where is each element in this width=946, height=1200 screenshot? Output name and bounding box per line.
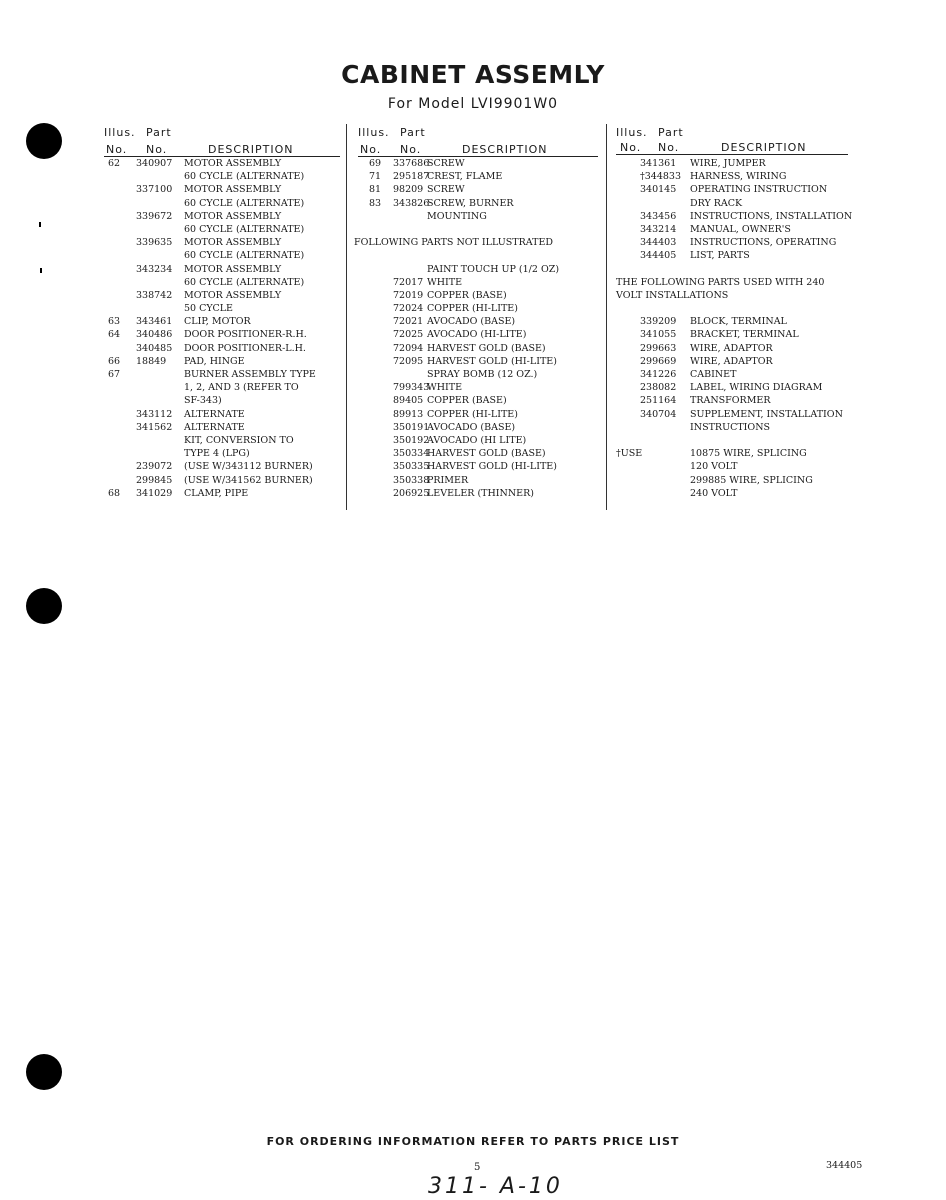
- description-cell: SUPPLEMENT, INSTALLATION: [690, 408, 843, 420]
- header-description: DESCRIPTION: [208, 143, 294, 156]
- column-header: [358, 124, 598, 157]
- table-row: [104, 315, 340, 328]
- margin-mark-2: [40, 268, 42, 273]
- table-row: [358, 210, 598, 223]
- table-row: [616, 315, 866, 328]
- illus-number-cell: 69: [369, 158, 382, 169]
- description-cell: SCREW, BURNER: [427, 197, 514, 209]
- table-row: [104, 302, 340, 315]
- table-row: [104, 223, 340, 236]
- part-number-cell: 72024: [393, 303, 424, 315]
- part-number-cell: 299845: [136, 474, 173, 486]
- description-cell: MOTOR ASSEMBLY: [184, 184, 282, 196]
- part-number-cell: 341226: [640, 369, 677, 380]
- description-cell: 60 CYCLE (ALTERNATE): [184, 197, 305, 209]
- binder-hole-3: [26, 1054, 62, 1090]
- part-number-cell: 238082: [640, 382, 677, 394]
- table-row: [358, 223, 598, 236]
- description-cell: PAINT TOUCH UP (1/2 OZ): [427, 263, 560, 275]
- part-number-cell: 72019: [393, 289, 424, 301]
- description-cell: MANUAL, OWNER'S: [690, 223, 791, 235]
- description-cell: CREST, FLAME: [427, 171, 503, 183]
- description-cell: KIT, CONVERSION TO: [184, 434, 294, 446]
- description-cell: HARVEST GOLD (BASE): [427, 342, 546, 354]
- description-cell: BURNER ASSEMBLY TYPE: [184, 369, 316, 380]
- table-row: [104, 474, 340, 487]
- section-note: FOLLOWING PARTS NOT ILLUSTRATED: [354, 237, 553, 249]
- illus-number-cell: 71: [369, 171, 382, 183]
- table-row: [616, 170, 866, 183]
- table-row: [616, 223, 866, 236]
- part-number-cell: 350334: [393, 448, 430, 460]
- description-cell: WHITE: [427, 276, 463, 288]
- description-cell: 10875 WIRE, SPLICING: [690, 448, 807, 460]
- table-row: [358, 381, 598, 394]
- part-number-cell: 341029: [136, 487, 173, 499]
- part-number-cell: 299669: [640, 355, 677, 367]
- description-cell: HARVEST GOLD (HI-LITE): [427, 461, 557, 473]
- part-number-cell: 72017: [393, 276, 424, 288]
- illus-number-cell: 81: [369, 184, 382, 196]
- illus-number-cell: 66: [108, 355, 121, 367]
- section-note: VOLT INSTALLATIONS: [616, 289, 729, 301]
- illus-number-cell: 64: [108, 329, 121, 341]
- table-row: [358, 342, 598, 355]
- table-row: [104, 236, 340, 249]
- handwritten-note: 311- A-10: [428, 1174, 563, 1199]
- part-number-cell: 251164: [640, 395, 677, 407]
- part-number-cell: 89405: [393, 395, 424, 407]
- table-row: [358, 368, 598, 381]
- description-cell: SCREW: [427, 158, 465, 169]
- description-cell: SPRAY BOMB (12 OZ.): [427, 369, 538, 380]
- part-number-cell: 299663: [640, 342, 677, 354]
- description-cell: COPPER (BASE): [427, 289, 507, 301]
- part-number-cell: 206925: [393, 487, 430, 499]
- illus-number-cell: 67: [108, 369, 121, 380]
- header-no-part: No.: [146, 143, 168, 156]
- illus-number-cell: †USE: [616, 448, 643, 460]
- rows: [354, 157, 598, 500]
- table-row: [616, 368, 866, 381]
- part-number-cell: 344405: [640, 250, 677, 262]
- description-cell: 60 CYCLE (ALTERNATE): [184, 171, 305, 183]
- table-row: [616, 381, 866, 394]
- table-row: [358, 315, 598, 328]
- table-row: [358, 183, 598, 196]
- header-description: DESCRIPTION: [462, 143, 548, 156]
- table-row: [358, 170, 598, 183]
- description-cell: AVOCADO (BASE): [427, 316, 516, 328]
- column-divider-1: [346, 124, 347, 510]
- description-cell: PRIMER: [427, 474, 469, 486]
- description-cell: HARVEST GOLD (BASE): [427, 448, 546, 460]
- table-row: [104, 197, 340, 210]
- description-cell: AVOCADO (BASE): [427, 421, 516, 433]
- header-illus: Illus.: [616, 126, 648, 139]
- binder-hole-2: [26, 588, 62, 624]
- part-number-cell: 338742: [136, 289, 173, 301]
- table-row: [616, 434, 866, 447]
- table-row: [358, 474, 598, 487]
- part-number-cell: 295187: [393, 171, 430, 183]
- table-row: [358, 355, 598, 368]
- header-no-illus: No.: [106, 143, 128, 156]
- table-row: [358, 421, 598, 434]
- part-number-cell: 799343: [393, 382, 430, 394]
- description-cell: LIST, PARTS: [690, 250, 750, 262]
- table-row: [104, 276, 340, 289]
- part-number-cell: 350338: [393, 474, 430, 486]
- table-row: [616, 474, 866, 487]
- description-cell: SCREW: [427, 184, 465, 196]
- header-illus: Illus.: [104, 126, 136, 139]
- header-part: Part: [146, 126, 172, 139]
- header-illus: Illus.: [358, 126, 390, 139]
- description-cell: (USE W/341562 BURNER): [184, 474, 313, 486]
- description-cell: 299885 WIRE, SPLICING: [690, 474, 813, 486]
- table-row: [358, 276, 598, 289]
- table-row: [358, 447, 598, 460]
- column-header: [616, 124, 866, 157]
- description-cell: 60 CYCLE (ALTERNATE): [184, 276, 305, 288]
- header-part: Part: [658, 126, 684, 139]
- part-number-cell: 340145: [640, 184, 677, 196]
- description-cell: INSTRUCTIONS: [690, 421, 771, 433]
- illus-number-cell: 68: [108, 487, 121, 499]
- description-cell: WIRE, ADAPTOR: [690, 355, 773, 367]
- part-number-cell: 340485: [136, 342, 173, 354]
- table-row: [616, 236, 866, 249]
- table-row: [104, 328, 340, 341]
- table-row: [358, 434, 598, 447]
- table-row: [104, 368, 340, 381]
- table-row: [104, 434, 340, 447]
- table-row: [616, 183, 866, 196]
- description-cell: 60 CYCLE (ALTERNATE): [184, 250, 305, 262]
- part-number-cell: 340907: [136, 158, 173, 169]
- section-note: THE FOLLOWING PARTS USED WITH 240: [616, 276, 825, 288]
- description-cell: HARNESS, WIRING: [690, 171, 787, 183]
- table-row: [104, 157, 340, 170]
- illus-number-cell: 83: [369, 197, 382, 209]
- part-number-cell: 72021: [393, 316, 424, 328]
- part-number-cell: 337100: [136, 184, 173, 196]
- table-row: [616, 276, 866, 289]
- header-no-illus: No.: [360, 143, 382, 156]
- description-cell: COPPER (BASE): [427, 395, 507, 407]
- description-cell: COPPER (HI-LITE): [427, 303, 518, 315]
- description-cell: LABEL, WIRING DIAGRAM: [690, 382, 823, 394]
- header-rule: [616, 154, 848, 155]
- rows: [616, 157, 866, 500]
- header-description: DESCRIPTION: [721, 141, 807, 154]
- part-number-cell: 343234: [136, 263, 173, 275]
- binder-hole-1: [26, 123, 62, 159]
- table-row: [104, 421, 340, 434]
- table-row: [104, 249, 340, 262]
- description-cell: AVOCADO (HI LITE): [427, 434, 527, 446]
- table-row: [104, 460, 340, 473]
- description-cell: MOTOR ASSEMBLY: [184, 289, 282, 301]
- description-cell: HARVEST GOLD (HI-LITE): [427, 355, 557, 367]
- table-row: [358, 460, 598, 473]
- parts-column-2: [354, 124, 598, 500]
- table-row: [616, 302, 866, 315]
- part-number-cell: 343214: [640, 223, 677, 235]
- description-cell: WIRE, JUMPER: [690, 158, 766, 169]
- description-cell: INSTRUCTIONS, INSTALLATION: [690, 210, 853, 222]
- table-row: [104, 447, 340, 460]
- part-number-cell: 350191: [393, 421, 430, 433]
- description-cell: MOTOR ASSEMBLY: [184, 210, 282, 222]
- description-cell: DOOR POSITIONER-R.H.: [184, 329, 307, 341]
- part-number-cell: 343461: [136, 316, 173, 328]
- table-row: [104, 355, 340, 368]
- part-number-cell: 343112: [136, 408, 173, 420]
- table-row: [358, 328, 598, 341]
- description-cell: LEVELER (THINNER): [427, 487, 534, 499]
- description-cell: COPPER (HI-LITE): [427, 408, 518, 420]
- header-no-illus: No.: [620, 141, 642, 154]
- description-cell: ALTERNATE: [184, 421, 245, 433]
- header-part: Part: [400, 126, 426, 139]
- table-row: [616, 328, 866, 341]
- description-cell: DOOR POSITIONER-L.H.: [184, 342, 306, 354]
- illus-number-cell: 63: [108, 316, 121, 328]
- table-row: [104, 170, 340, 183]
- description-cell: 60 CYCLE (ALTERNATE): [184, 223, 305, 235]
- table-row: [104, 263, 340, 276]
- description-cell: ALTERNATE: [184, 408, 245, 420]
- table-row: [358, 263, 598, 276]
- table-row: [358, 302, 598, 315]
- part-number-cell: 72095: [393, 355, 424, 367]
- part-number-cell: 239072: [136, 461, 173, 473]
- table-row: [616, 394, 866, 407]
- part-number-cell: 350335: [393, 461, 430, 473]
- description-cell: MOTOR ASSEMBLY: [184, 158, 282, 169]
- margin-mark-1: [39, 222, 41, 227]
- table-row: [616, 447, 866, 460]
- part-number-cell: 89913: [393, 408, 424, 420]
- part-number-cell: 337686: [393, 158, 430, 169]
- part-number-cell: 340704: [640, 408, 677, 420]
- table-row: [616, 487, 866, 500]
- part-number-cell: 341361: [640, 158, 677, 169]
- part-number-cell: 341562: [136, 421, 173, 433]
- rows: [104, 157, 340, 500]
- table-row: [104, 381, 340, 394]
- description-cell: BRACKET, TERMINAL: [690, 329, 799, 341]
- page-subtitle: For Model LVI9901W0: [387, 96, 559, 112]
- table-row: [616, 157, 866, 170]
- description-cell: (USE W/343112 BURNER): [184, 461, 313, 473]
- column-header: [104, 124, 340, 157]
- description-cell: TYPE 4 (LPG): [184, 448, 250, 460]
- description-cell: OPERATING INSTRUCTION: [690, 184, 828, 196]
- description-cell: BLOCK, TERMINAL: [690, 316, 787, 328]
- part-number-cell: 340486: [136, 329, 173, 341]
- table-row: [358, 289, 598, 302]
- table-row: [104, 487, 340, 500]
- part-number-cell: †344833: [640, 171, 682, 183]
- table-row: [358, 157, 598, 170]
- table-row: [104, 183, 340, 196]
- table-row: [358, 249, 598, 262]
- table-row: [358, 408, 598, 421]
- table-row: [354, 236, 598, 249]
- description-cell: CLIP, MOTOR: [184, 316, 251, 328]
- table-row: [616, 342, 866, 355]
- description-cell: 240 VOLT: [690, 487, 738, 499]
- description-cell: AVOCADO (HI-LITE): [427, 329, 527, 341]
- table-row: [616, 289, 866, 302]
- table-row: [104, 408, 340, 421]
- description-cell: WIRE, ADAPTOR: [690, 342, 773, 354]
- document-number: 344405: [826, 1160, 863, 1171]
- part-number-cell: 339672: [136, 210, 173, 222]
- table-row: [104, 342, 340, 355]
- page-title: CABINET ASSEMLY: [341, 60, 605, 89]
- description-cell: DRY RACK: [690, 197, 743, 209]
- table-row: [616, 421, 866, 434]
- description-cell: MOTOR ASSEMBLY: [184, 237, 282, 249]
- parts-column-1: [104, 124, 340, 500]
- description-cell: MOTOR ASSEMBLY: [184, 263, 282, 275]
- description-cell: 50 CYCLE: [184, 303, 233, 315]
- part-number-cell: 72025: [393, 329, 424, 341]
- table-row: [616, 210, 866, 223]
- part-number-cell: 72094: [393, 342, 424, 354]
- table-row: [616, 249, 866, 262]
- description-cell: MOUNTING: [427, 210, 487, 222]
- description-cell: CABINET: [690, 369, 737, 380]
- description-cell: CLAMP, PIPE: [184, 487, 249, 499]
- description-cell: TRANSFORMER: [690, 395, 771, 407]
- table-row: [616, 355, 866, 368]
- part-number-cell: 343456: [640, 210, 677, 222]
- table-row: [616, 263, 866, 276]
- table-row: [104, 394, 340, 407]
- table-row: [616, 460, 866, 473]
- description-cell: INSTRUCTIONS, OPERATING: [690, 237, 837, 249]
- header-no-part: No.: [658, 141, 680, 154]
- part-number-cell: 341055: [640, 329, 677, 341]
- page-number: 5: [474, 1162, 481, 1173]
- description-cell: PAD, HINGE: [184, 355, 245, 367]
- table-row: [104, 210, 340, 223]
- parts-column-3: [616, 124, 866, 500]
- table-row: [104, 289, 340, 302]
- table-row: [358, 487, 598, 500]
- table-row: [358, 394, 598, 407]
- description-cell: WHITE: [427, 382, 463, 394]
- part-number-cell: 344403: [640, 237, 677, 249]
- description-cell: 1, 2, AND 3 (REFER TO: [184, 382, 299, 394]
- description-cell: SF-343): [184, 395, 222, 407]
- table-row: [616, 408, 866, 421]
- part-number-cell: 18849: [136, 355, 167, 367]
- table-row: [358, 197, 598, 210]
- illus-number-cell: 62: [108, 158, 121, 169]
- description-cell: 120 VOLT: [690, 461, 738, 473]
- part-number-cell: 98209: [393, 184, 424, 196]
- table-row: [616, 197, 866, 210]
- ordering-info-footer: FOR ORDERING INFORMATION REFER TO PARTS PRICE LIST: [266, 1135, 680, 1148]
- part-number-cell: 350192: [393, 434, 430, 446]
- part-number-cell: 339209: [640, 316, 677, 328]
- column-divider-2: [606, 124, 607, 510]
- part-number-cell: 343826: [393, 197, 430, 209]
- header-no-part: No.: [400, 143, 422, 156]
- part-number-cell: 339635: [136, 237, 173, 249]
